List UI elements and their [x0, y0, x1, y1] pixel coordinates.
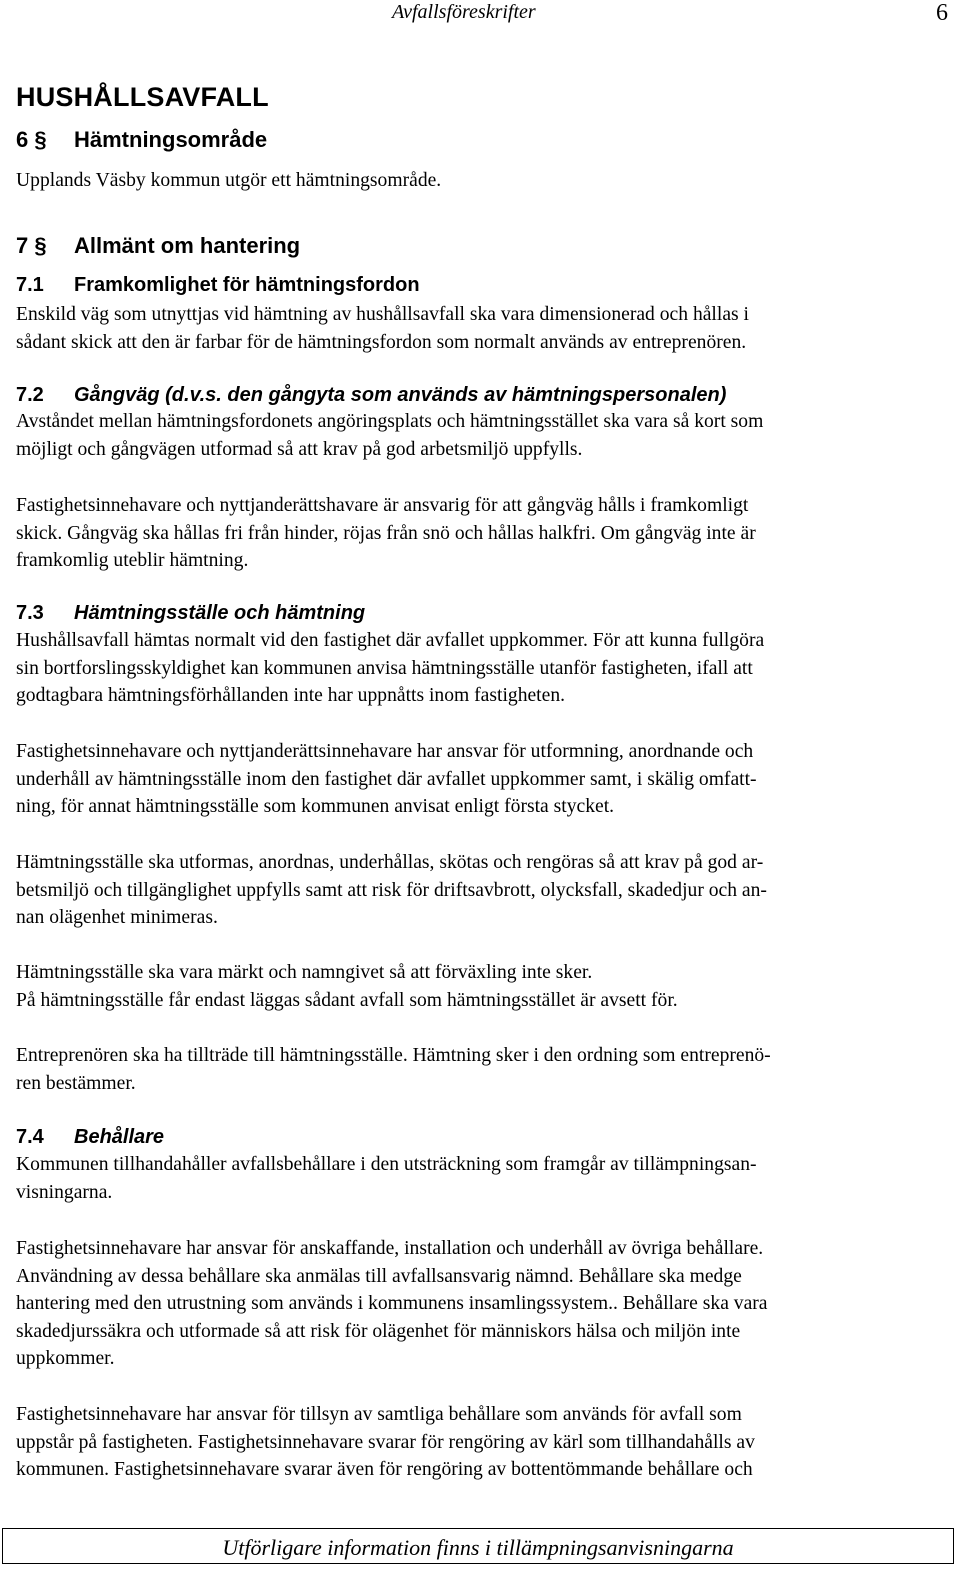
paragraph-line: framkomlig uteblir hämtning. [16, 550, 249, 572]
section-7-3-title: Hämtningsställe och hämtning [74, 602, 366, 624]
section-6-heading [16, 127, 267, 153]
paragraph-line: Fastighetsinnehavare har ansvar för tillsyn av samtliga behållare som används för avfall som [16, 1404, 742, 1425]
paragraph-line: Fastighetsinnehavare och nyttjanderättshavare är ansvarig för att gångväg hålls i framkomligt [16, 495, 749, 516]
footer-note-box [2, 1528, 954, 1564]
section-7-3-paragraph-1 [16, 627, 946, 710]
section-7-2-paragraph-1 [16, 408, 946, 463]
section-7-3-heading [16, 602, 365, 625]
paragraph-line: Kommunen tillhandahåller avfallsbehållare i den utsträckning som framgår av tillämpningsan- [16, 1154, 757, 1175]
section-7-2-number: 7.2 [16, 384, 44, 406]
section-6-number: 6 § [16, 127, 47, 152]
section-6-text: Upplands Väsby kommun utgör ett hämtningsområde. [16, 170, 442, 191]
document-title: HUSHÅLLSAVFALL [16, 82, 269, 112]
paragraph-line: Fastighetsinnehavare har ansvar för anskaffande, installation och underhåll av övriga behållare. [16, 1238, 764, 1259]
section-7-3-paragraph-2 [16, 738, 946, 821]
section-7-4-paragraph-1 [16, 1151, 946, 1206]
paragraph-line: betsmiljö och tillgänglighet uppfylls samt att risk för driftsavbrott, olycksfall, skadedjur och an- [16, 879, 767, 901]
section-7-heading [16, 233, 300, 259]
section-7-1-number: 7.1 [16, 274, 44, 296]
paragraph-line: godtagbara hämtningsförhållanden inte har uppnåtts inom fastigheten. [16, 685, 566, 707]
section-7-4-title: Behållare [74, 1126, 165, 1148]
section-7-3-paragraph-4 [16, 959, 946, 1014]
section-7-1-heading [16, 274, 420, 297]
paragraph-line: uppstår på fastigheten. Fastighetsinnehavare svarar för rengöring av kärl som tillhandahålls av [16, 1431, 755, 1453]
paragraph-line: kommunen. Fastighetsinnehavare svarar även för rengöring av bottentömmande behållare och [16, 1459, 753, 1481]
paragraph-line: Avståndet mellan hämtningsfordonets angöringsplats och hämtningsstället ska vara så kort som [16, 411, 764, 432]
paragraph-line: skadedjurssäkra och utformade så att risk för olägenhet för människors hälsa och miljön inte [16, 1320, 741, 1342]
paragraph-line: nan olägenhet minimeras. [16, 907, 218, 929]
paragraph-line: skick. Gångväg ska hållas fri från hinder, röjas från snö och hållas halkfri. Om gångväg inte är [16, 522, 756, 544]
paragraph-line: uppkommer. [16, 1348, 115, 1370]
paragraph-line: Hämtningsställe ska vara märkt och namngivet så att förväxling inte sker. [16, 962, 593, 983]
paragraph-line: möjligt och gångvägen utformad så att krav på god arbetsmiljö uppfylls. [16, 438, 583, 460]
section-7-2-title: Gångväg (d.v.s. den gångyta som används av hämtningspersonalen) [74, 384, 727, 406]
paragraph-line: Entreprenören ska ha tillträde till hämtningsställe. Hämtning sker i den ordning som entreprenö- [16, 1045, 771, 1066]
running-header-title: Avfallsföreskrifter [392, 1, 536, 23]
paragraph-line: hantering med den utrustning som används i kommunens insamlingssystem.. Behållare ska vara [16, 1293, 768, 1315]
paragraph-line: sin bortforslingsskyldighet kan kommunen anvisa hämtningsställe utanför fastigheten, ifall att [16, 657, 753, 679]
paragraph-line: ren bestämmer. [16, 1072, 136, 1094]
page-number: 6 [936, 0, 948, 26]
section-7-2-paragraph-2 [16, 492, 946, 575]
section-7-3-number: 7.3 [16, 602, 44, 624]
paragraph-line: ning, för annat hämtningsställe som kommunen anvisat enligt första stycket. [16, 796, 615, 818]
section-7-4-heading [16, 1126, 164, 1149]
section-7-title: Allmänt om hantering [74, 233, 301, 258]
paragraph-line: underhåll av hämtningsställe inom den fastighet där avfallet uppkommer samt, i skälig omfatt- [16, 768, 757, 790]
paragraph-line: Hämtningsställe ska utformas, anordnas, underhållas, skötas och rengöras så att krav på god ar- [16, 852, 764, 873]
paragraph-line: Användning av dessa behållare ska anmälas till avfallsansvarig nämnd. Behållare ska medge [16, 1265, 742, 1287]
paragraph-line: Enskild väg som utnyttjas vid hämtning av hushållsavfall ska vara dimensionerad och hållas i [16, 304, 749, 325]
section-7-1-title: Framkomlighet för hämtningsfordon [74, 274, 420, 296]
section-7-4-paragraph-2 [16, 1235, 946, 1373]
section-7-number: 7 § [16, 233, 47, 258]
paragraph-line: sådant skick att den är farbar för de hämtningsfordon som normalt används av entreprenören. [16, 331, 747, 353]
section-7-4-paragraph-3 [16, 1401, 946, 1484]
footer-note: Utförligare information finns i tillämpningsanvisningarna [222, 1535, 734, 1560]
section-7-1-paragraph [16, 301, 946, 356]
section-6-title: Hämtningsområde [74, 127, 268, 152]
section-7-3-paragraph-5 [16, 1042, 946, 1097]
paragraph-line: Hushållsavfall hämtas normalt vid den fastighet där avfallet uppkommer. För att kunna fullgöra [16, 630, 765, 651]
paragraph-line: Fastighetsinnehavare och nyttjanderättsinnehavare har ansvar för utformning, anordnande och [16, 741, 754, 762]
section-7-3-paragraph-3 [16, 849, 946, 932]
paragraph-line: visningarna. [16, 1181, 113, 1203]
section-7-4-number: 7.4 [16, 1126, 44, 1148]
section-7-2-heading [16, 384, 726, 407]
paragraph-line: På hämtningsställe får endast läggas sådant avfall som hämtningsstället är avsett för. [16, 989, 678, 1011]
